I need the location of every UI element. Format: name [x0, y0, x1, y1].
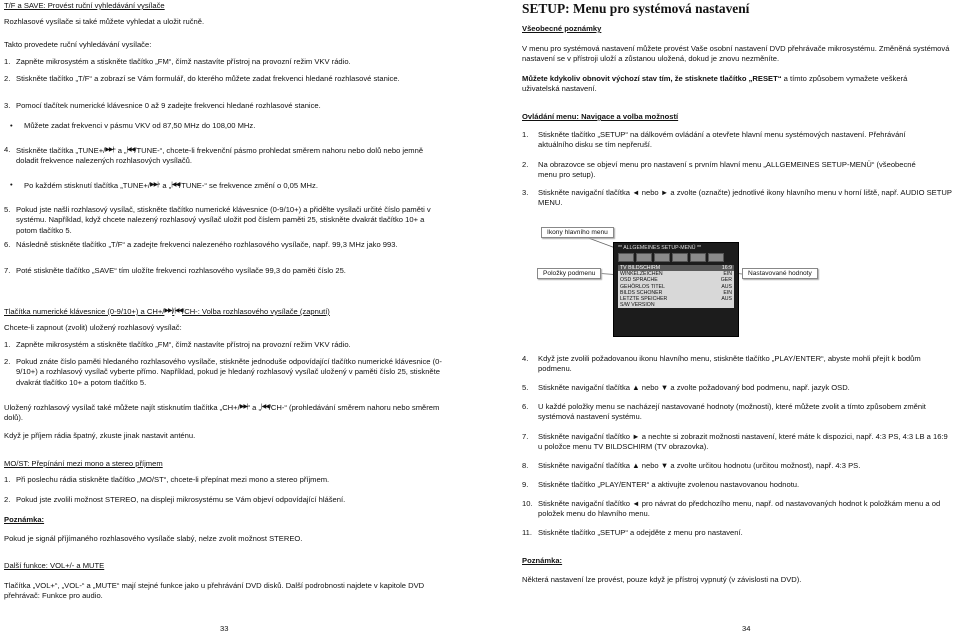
previous-icon: |◀◀: [261, 404, 269, 410]
osd-screen: [613, 242, 739, 337]
bullet-icon: •: [10, 180, 13, 189]
osd-menu-row: S/W VERSION: [620, 302, 655, 309]
next-icon: ▶▶|: [239, 404, 248, 410]
section-mono-stereo-heading: MO/ST: Přepínání mezi mono a stereo příjmem: [4, 459, 163, 468]
osd-title: ** ALLGEMEINES SETUP-MENÜ **: [618, 245, 702, 251]
video-setup-icon: [654, 253, 670, 262]
vol-mute-text: Tlačítka „VOL+“, „VOL-“ a „MUTE“ mají stejné funkce jako u přehrávání DVD disků. Další podrobnosti najdete v kapitole DVD přehrávač: Funkce pro audio.: [4, 581, 425, 601]
osd-menu-row: OSD SPRACHE GER: [620, 277, 732, 284]
general-notes-paragraph: V menu pro systémová nastavení můžete provést Vaše osobní nastavení DVD přehrávače mikrosystému. Změněná systémová nastavení se v přístroji uloží a zůstanou uložená, dokud je znovu nezměníte.: [522, 44, 950, 64]
list-item: 5. Pokud jste našli rozhlasový vysílač, stiskněte tlačítko numerické klávesnice (0-9/10+) a přidělte vysílači určité číslo paměti v systému. Například, když chcete nalezený rozhlasový vysílač uložit pod číslem paměti 25, stiskněte dvakrát tlačítko 10+ a potom tlačítko 5.: [4, 205, 431, 235]
exit-setup-icon: [708, 253, 724, 262]
list-item: 2. Stiskněte tlačítko „T/F“ a zobrazí se Vám formulář, do kterého můžete zadat frekvenci hledané rozhlasové stanice.: [4, 74, 400, 83]
list-item: 1. Při poslechu rádia stiskněte tlačítko „MO/ST“, chcete-li přepínat mezi mono a stereo příjmem.: [4, 475, 330, 484]
audio-setup-icon: [636, 253, 652, 262]
next-icon: ▶▶|: [164, 308, 173, 314]
list-item: 11. Stiskněte tlačítko „SETUP“ a odejděte z menu pro nastavení.: [522, 528, 743, 537]
callout-main-menu-icons: Ikony hlavního menu: [541, 227, 614, 238]
rewind-icon: |◀◀: [126, 147, 135, 153]
list-item: 2. Na obrazovce se objeví menu pro nastavení s prvním hlavní menu „ALLGEMEINES SETUP-MENÜ“ (všeobecné menu pro setup).: [522, 160, 916, 180]
callout-submenu-items: Položky podmenu: [537, 268, 601, 279]
list-item: 6. U každé položky menu se nacházejí nastavované hodnoty (možnosti), které můžete zvolit a tímto způsobem změnit systémová nastavení systému.: [522, 402, 926, 422]
note-label: Poznámka:: [522, 556, 563, 565]
list-item: 7. Stiskněte navigační tlačítko ► a nechte si zobrazit možnosti nastavení, které máte k dispozici, např. 4:3 PS, 4:3 LB a 16:9 u položce menu TV BILDSCHIRM (TV obrazovka).: [522, 432, 948, 452]
bullet-item: • Po každém stisknutí tlačítka „TUNE+/▶▶|“ a „|◀◀/TUNE-“ se frekvence změní o 0,05 MHz.: [4, 180, 318, 191]
osd-menu-row: BILDS SCHONER EIN: [620, 289, 732, 296]
page-number-right: 34: [742, 624, 751, 633]
manual-search-steps-intro: Takto provedete ruční vyhledávání vysílače:: [4, 40, 152, 49]
list-item: 10. Stiskněte navigační tlačítko ◄ pro návrat do předchozího menu, např. od nastavovaných hodnot k položkám menu a od položek menu do hlavního menu.: [522, 499, 941, 519]
list-item: 1. Stiskněte tlačítko „SETUP“ na dálkovém ovládání a otevřete hlavní menu systémových nastavení. Přehrávání aktuálního disku se tím nepřeruší.: [522, 130, 906, 150]
list-item: 3. Pomocí tlačítek numerické klávesnice 0 až 9 zadejte frekvenci hledané rozhlasové stanice.: [4, 101, 321, 110]
antenna-paragraph: Když je příjem rádia špatný, zkuste jinak nastavit anténu.: [4, 431, 196, 440]
ch-search-paragraph: Uložený rozhlasový vysílač také můžete najít stisknutím tlačítka „CH+/▶▶|“ a „|◀◀/CH-“ (prohledávání směrem nahoru nebo směrem dolů).: [4, 403, 440, 423]
osd-menu-row: GEHÖRLOS TITEL AUS: [620, 283, 732, 290]
callout-setting-values: Nastavované hodnoty: [742, 268, 818, 279]
list-item: 1. Zapněte mikrosystém a stiskněte tlačítko „FM“, čímž nastavíte přístroj na provozní režim VKV rádio.: [4, 340, 351, 349]
setup-menu-diagram: [537, 219, 847, 339]
list-item: 2. Pokud jste zvolili možnost STEREO, na displeji mikrosystému se Vám objeví odpovídající hlášení.: [4, 495, 346, 504]
list-item: 3. Stiskněte navigační tlačítka ◄ nebo ► a zvolte (označte) jednotlivé ikony hlavního menu v horní liště, např. AUDIO SETUP MENU.: [522, 188, 952, 208]
preference-setup-icon: [672, 253, 688, 262]
bullet-item: • Můžete zadat frekvenci v pásmu VKV od 87,50 MHz do 108,00 MHz.: [4, 121, 255, 131]
fast-forward-icon: ▶▶|: [105, 147, 114, 153]
menu-navigation-heading: Ovládání menu: Navigace a volba možností: [522, 112, 679, 121]
osd-menu-row: TV BILDSCHIRM 16:9: [620, 265, 732, 271]
numeric-keys-intro: Chcete-li zapnout (zvolit) uložený rozhlasový vysílač:: [4, 323, 182, 332]
section-vol-mute-heading: Další funkce: VOL+/- a MUTE: [4, 561, 105, 570]
password-setup-icon: [690, 253, 706, 262]
fast-forward-icon: ▶▶|: [149, 182, 158, 188]
list-item: 9. Stiskněte tlačítko „PLAY/ENTER“ a aktivujte zvolenou nastavovanou hodnotu.: [522, 480, 800, 489]
bullet-icon: •: [10, 121, 13, 130]
section-numeric-keys-heading: Tlačítka numerické klávesnice (0-9/10+) a CH+/▶▶|/|◀◀/CH-: Volba rozhlasového vysílače (zapnutí): [4, 307, 330, 316]
osd-icon-bar: [618, 253, 724, 262]
list-item: 8. Stiskněte navigační tlačítka ▲ nebo ▼ a zvolte určitou hodnotu (určitou možnost), např. 4:3 PS.: [522, 461, 861, 470]
osd-menu-row: LETZTE SPEICHER AUS: [620, 296, 732, 303]
note-text: Některá nastavení lze provést, pouze když je přístroj vypnutý (v závislosti na DVD).: [522, 575, 802, 584]
section-manual-search-heading: [4, 1, 165, 11]
list-item: 7. Poté stiskněte tlačítko „SAVE“ tím uložíte frekvenci rozhlasového vysílače 99,3 do paměti číslo 25.: [4, 266, 346, 275]
reset-paragraph: Můžete kdykoliv obnovit výchozí stav tím, že stisknete tlačítko „RESET“ a tímto způsobem vymažete veškerá uživatelská nastavení.: [522, 74, 908, 94]
general-notes-heading: Všeobecné poznámky: [522, 24, 602, 33]
list-item: 5. Stiskněte navigační tlačítka ▲ nebo ▼ a zvolte požadovaný bod podmenu, např. jazyk OSD.: [522, 383, 850, 392]
list-item: 4. Stiskněte tlačítka „TUNE+/▶▶|“ a „|◀◀/TUNE-“, chcete-li frekvenční pásmo prohledat směrem nahoru nebo dolů nebo jemně doladit frekvence nalezených rozhlasových vysílačů.: [4, 145, 424, 166]
page-number-left: 33: [220, 624, 229, 633]
rewind-icon: |◀◀: [171, 182, 180, 188]
manual-search-intro: Rozhlasové vysílače si také můžete vyhledat a uložit ručně.: [4, 17, 205, 26]
list-item: 4. Když jste zvolili požadovanou ikonu hlavního menu, stiskněte tlačítko „PLAY/ENTER“, abyste mohli přejít k bodům podmenu.: [522, 354, 921, 374]
list-item: 6. Následně stiskněte tlačítko „T/F“ a zadejte frekvenci nalezeného rozhlasového vysílače, např. 99,3 MHz jako 993.: [4, 240, 398, 249]
osd-menu-row: WINKELZEICHEN EIN: [620, 271, 732, 278]
page-title: SETUP: Menu pro systémová nastavení: [522, 1, 750, 16]
list-item: 2. Pokud znáte číslo paměti hledaného rozhlasového vysílače, stiskněte jednoduše odpovídající tlačítko numerické klávesnice (0-9/10+) a rozhlasový vysílač vyberte přímo. Například, pokud je hledaný rozhlasový vysílač uložený v paměti číslo 25, stiskněte dvakrát tlačítko 10+ a potom tlačítko 5.: [4, 357, 442, 387]
general-setup-icon: [618, 253, 634, 262]
previous-icon: |◀◀: [174, 308, 183, 314]
note-text: Pokud je signál příjímaného rozhlasového vysílače slabý, nelze zvolit možnost STEREO.: [4, 534, 303, 543]
note-label: Poznámka:: [4, 515, 45, 524]
osd-menu-list: [618, 265, 734, 308]
list-item: 1. Zapněte mikrosystém a stiskněte tlačítko „FM“, čímž nastavíte přístroj na provozní režim VKV rádio.: [4, 57, 351, 66]
heading-text: T/F a SAVE: Provést ruční vyhledávání vysílače: [4, 1, 165, 10]
